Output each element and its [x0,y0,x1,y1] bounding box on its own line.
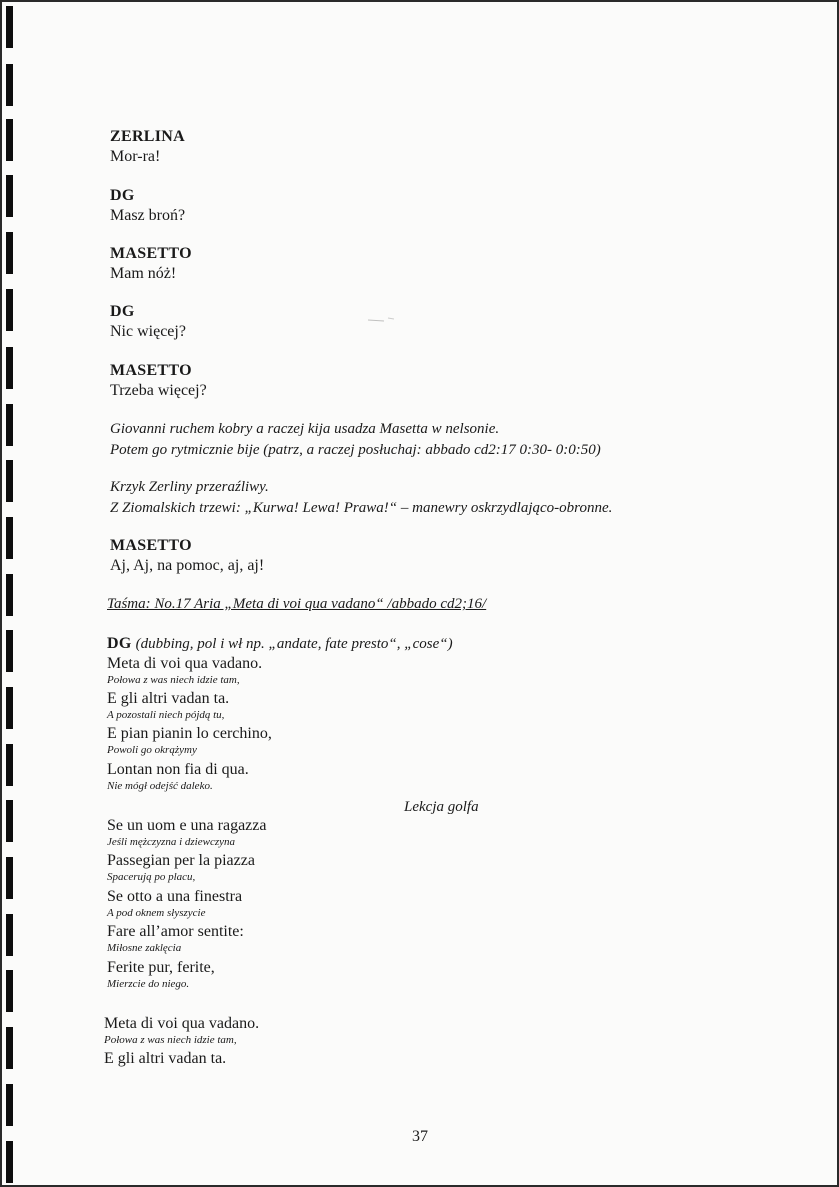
binding-hole-icon [6,289,13,331]
aria-line-translation: Miłosne zaklęcia [107,942,182,954]
aria-line-translation: Połowa z was niech idzie tam, [107,674,240,686]
speaker-name: ZERLINA [110,128,186,145]
aria-line-translation: A pozostali niech pójdą tu, [107,709,225,721]
binding-hole-icon [6,800,13,842]
speaker-name: DG [110,187,135,204]
binding-hole-icon [6,1084,13,1126]
aria-line-italian: E pian pianin lo cerchino, [107,725,272,742]
aria-line-italian: Meta di voi qua vadano. [107,655,263,672]
aria-line-italian: Se otto a una finestra [107,888,243,905]
dialogue-line: Aj, Aj, na pomoc, aj, aj! [110,557,265,574]
binding-hole-icon [6,970,13,1012]
side-note: Lekcja golfa [404,799,479,815]
binding-hole-icon [6,347,13,389]
binding-hole-icon [6,64,13,106]
binding-hole-icon [6,687,13,729]
aria-line-italian: Ferite pur, ferite, [107,959,215,976]
aria-line-translation: Nie mógł odejść daleko. [107,780,213,792]
aria-line-italian: Se un uom e una ragazza [107,817,267,834]
binding-hole-icon [6,1141,13,1183]
speaker-name: MASETTO [110,537,192,554]
speaker-name: DG [107,635,132,652]
binding-hole-icon [6,404,13,446]
speaker-name: MASETTO [110,245,192,262]
binding-hole-icon [6,517,13,559]
binding-hole-icon [6,914,13,956]
dialogue-line: Mam nóż! [110,265,177,282]
stage-direction: Z Ziomalskich trzewi: „Kurwa! Lewa! Prawa!“ – manewry oskrzydlająco-obronne. [110,500,613,516]
aria-header [107,635,453,653]
dialogue-line: Masz broń? [110,207,186,224]
binding-hole-icon [6,232,13,274]
speaker-name: DG [110,303,135,320]
aria-line-italian: E gli altri vadan ta. [107,690,230,707]
spiral-binding [6,2,18,1187]
binding-hole-icon [6,460,13,502]
binding-hole-icon [6,175,13,217]
scan-smudge-icon [368,317,394,323]
aria-line-italian: Passegian per la piazza [107,852,255,869]
binding-hole-icon [6,119,13,161]
aria-line-translation: Powoli go okrążymy [107,744,197,756]
page-number: 37 [412,1128,428,1145]
binding-hole-icon [6,574,13,616]
aria-line-translation: Mierzcie do niego. [107,978,190,990]
binding-hole-icon [6,1027,13,1069]
dialogue-line: Nic więcej? [110,323,186,340]
binding-hole-icon [6,744,13,786]
aria-line-translation: A pod oknem słyszycie [107,907,206,919]
stage-direction: Krzyk Zerliny przeraźliwy. [110,479,269,495]
binding-hole-icon [6,630,13,672]
dialogue-line: Trzeba więcej? [110,382,207,399]
aria-line-italian: Lontan non fia di qua. [107,761,249,778]
aria-line-translation: Spacerują po placu, [107,871,196,883]
stage-direction: Potem go rytmicznie bije (patrz, a raczej posłuchaj: abbado cd2:17 0:30- 0:0:50) [110,442,601,458]
dubbing-note: (dubbing, pol i wł np. „andate, fate presto“, „cose“) [135,636,453,652]
binding-hole-icon [6,6,13,48]
tape-note: Taśma: No.17 Aria „Meta di voi qua vadano“ /abbado cd2;16/ [107,596,487,612]
dialogue-line: Mor-ra! [110,148,161,165]
stage-direction: Giovanni ruchem kobry a raczej kija usadza Masetta w nelsonie. [110,421,500,437]
aria-line-italian: E gli altri vadan ta. [104,1050,227,1067]
speaker-name: MASETTO [110,362,192,379]
aria-line-italian: Meta di voi qua vadano. [104,1015,260,1032]
binding-hole-icon [6,857,13,899]
aria-line-translation: Połowa z was niech idzie tam, [104,1034,237,1046]
aria-line-translation: Jeśli mężczyzna i dziewczyna [107,836,235,848]
aria-line-italian: Fare all’amor sentite: [107,923,244,940]
